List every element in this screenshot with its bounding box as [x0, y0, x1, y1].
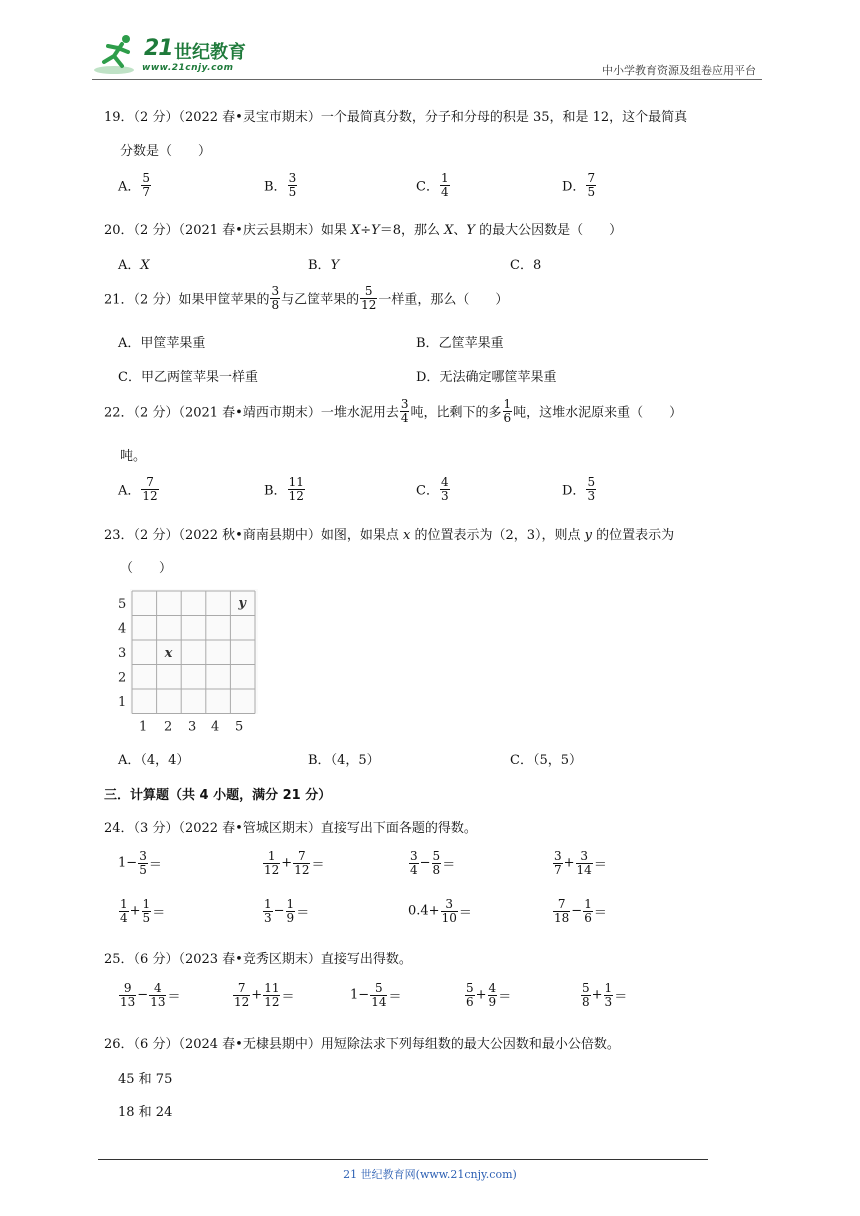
q22-option-d — [562, 476, 597, 502]
equals-sign: ＝ — [167, 989, 181, 1005]
minus-sign: − — [126, 855, 138, 871]
q24-expr-4 — [552, 850, 607, 876]
denominator: 4 — [410, 862, 418, 877]
q23-option-a — [118, 749, 189, 768]
row-label: 4 — [118, 621, 127, 637]
plus-sign: + — [281, 855, 293, 871]
fraction — [149, 982, 166, 1008]
fraction — [586, 476, 596, 502]
denominator: 12 — [234, 994, 250, 1009]
denominator: 14 — [576, 862, 592, 877]
q26-pair-1: 45 和 75 — [118, 1072, 173, 1087]
option-text: （5，5） — [532, 753, 582, 768]
var-y: Y — [466, 223, 476, 238]
fraction — [553, 850, 563, 876]
column-label: 5 — [235, 719, 244, 735]
fraction — [370, 982, 387, 1008]
fraction — [263, 850, 280, 876]
fraction — [441, 898, 458, 924]
fraction — [465, 982, 475, 1008]
option-letter: B． — [416, 336, 439, 351]
logo-21: 21 — [144, 36, 173, 61]
q22-stem-part: 吨，比剩下的多 — [410, 405, 502, 421]
denominator: 4 — [400, 410, 409, 425]
q22-stem-part: 吨，这堆水泥原来重（ ） — [513, 405, 683, 421]
q25-expr-4 — [464, 982, 511, 1008]
q21-stem-part: 21．（2 分）如果甲筐苹果的 — [104, 292, 270, 308]
row-label: 1 — [118, 695, 127, 710]
logo-title: 世纪教育 — [174, 42, 246, 63]
option-letter: D． — [562, 179, 586, 195]
row-label: 2 — [118, 670, 127, 686]
q24-expr-6 — [262, 898, 309, 924]
numerator: 3 — [288, 171, 297, 185]
q22-stem-line2: 吨。 — [120, 449, 147, 464]
option-text: Y — [330, 258, 340, 273]
number: 1 — [350, 987, 359, 1003]
q23-stem-part: 的位置表示为（2，3），则点 — [410, 528, 585, 543]
equals-sign: ＝ — [152, 905, 166, 921]
fraction — [360, 285, 377, 311]
q24-expr-7 — [408, 898, 472, 924]
denominator: 12 — [142, 488, 158, 503]
option-text: 乙筐苹果重 — [438, 336, 504, 351]
fraction — [141, 172, 151, 198]
denominator: 8 — [582, 994, 590, 1009]
option-text: （4，4） — [140, 753, 190, 768]
q22-stem-part: 22．（2 分）（2021 春•靖西市期末）一堆水泥用去 — [104, 405, 399, 421]
minus-sign: − — [137, 987, 149, 1003]
numerator: 1 — [286, 897, 295, 911]
numerator: 1 — [604, 981, 613, 995]
fraction — [119, 898, 129, 924]
denominator: 5 — [142, 910, 151, 925]
q22-option-b — [264, 476, 306, 502]
point-x-label: x — [164, 646, 173, 661]
denominator: 12 — [288, 488, 304, 503]
fraction — [286, 898, 296, 924]
column-label: 3 — [188, 719, 197, 735]
q19-option-d — [562, 172, 597, 198]
fraction — [293, 850, 310, 876]
numerator: 1 — [440, 171, 449, 185]
q23-stem-line2: （ ） — [120, 561, 173, 576]
numerator: 3 — [271, 284, 280, 298]
denominator: 9 — [488, 994, 497, 1009]
minus-sign: − — [358, 987, 370, 1003]
fraction — [440, 476, 450, 502]
q23-option-c — [510, 749, 582, 768]
denominator: 13 — [120, 994, 136, 1009]
denominator: 6 — [503, 410, 512, 425]
plus-sign: + — [591, 987, 603, 1003]
q24-stem: 24．（3 分）（2022 春•管城区期末）直接写出下面各题的得数。 — [104, 821, 477, 836]
option-text: X — [140, 258, 150, 273]
q19-option-b — [264, 172, 298, 198]
option-letter: D． — [562, 483, 586, 499]
numerator: 11 — [264, 981, 280, 995]
q23-stem-part: 23．（2 分）（2022 秋•商南县期中）如图，如果点 — [104, 528, 403, 543]
q26-stem: 26．（6 分）（2024 春•无棣县期中）用短除法求下列每组数的最大公因数和最小公倍数。 — [104, 1037, 620, 1052]
option-text: 8 — [532, 258, 542, 273]
equals-sign: ＝ — [281, 989, 295, 1005]
var-y: y — [584, 528, 592, 543]
q20-stem-part: 、 — [453, 223, 467, 238]
q19-stem-line1: 19．（2 分）（2022 春•灵宝市期末）一个最简真分数，分子和分母的积是 35，和是 12，这个最简真 — [104, 110, 688, 125]
fraction — [288, 172, 298, 198]
q21-stem — [104, 285, 508, 311]
denominator: 3 — [440, 488, 449, 503]
equals-sign: ＝ — [593, 905, 607, 921]
option-text: （4，5） — [330, 753, 380, 768]
fraction — [583, 898, 593, 924]
fraction — [141, 476, 158, 502]
fraction — [586, 172, 596, 198]
option-text: 甲筐苹果重 — [140, 336, 206, 351]
option-letter: C． — [416, 179, 439, 195]
numerator: 1 — [142, 897, 151, 911]
denominator: 3 — [264, 910, 272, 925]
option-letter: C． — [510, 258, 533, 273]
q21-option-b — [416, 332, 504, 351]
denominator: 8 — [271, 297, 280, 312]
fraction — [503, 398, 513, 424]
q23-stem-part: 的位置表示为 — [591, 528, 675, 543]
q24-expr-5 — [118, 898, 165, 924]
fraction — [432, 850, 442, 876]
equals-sign: ＝ — [296, 905, 310, 921]
numerator: 7 — [298, 849, 306, 863]
numerator: 3 — [580, 849, 588, 863]
denominator: 8 — [432, 862, 441, 877]
option-letter: C． — [416, 483, 439, 499]
logo-url: www.21cnjy.com — [142, 63, 234, 73]
fraction — [604, 982, 614, 1008]
fraction — [288, 476, 305, 502]
denominator: 5 — [139, 862, 147, 877]
q21-option-a — [118, 332, 205, 351]
denominator: 5 — [288, 184, 297, 199]
equals-sign: ＝ — [498, 989, 512, 1005]
q19-option-c — [416, 172, 451, 198]
fraction — [409, 850, 419, 876]
minus-sign: − — [571, 903, 583, 919]
column-label: 2 — [164, 719, 173, 735]
denominator: 4 — [120, 910, 128, 925]
numerator: 7 — [587, 171, 596, 185]
fraction — [553, 898, 570, 924]
option-letter: A． — [118, 258, 141, 273]
var-x: x — [402, 528, 411, 543]
equals-sign: ＝ — [148, 857, 162, 873]
var-x: X — [444, 223, 454, 238]
q25-stem: 25．（6 分）（2023 春•竞秀区期末）直接写出得数。 — [104, 952, 412, 967]
fraction — [440, 172, 450, 198]
numerator: 4 — [440, 475, 449, 489]
equals-sign: ＝ — [442, 857, 456, 873]
q20-option-c — [510, 254, 541, 273]
fraction — [263, 982, 280, 1008]
denominator: 7 — [142, 184, 151, 199]
numerator: 1 — [120, 897, 128, 911]
denominator: 12 — [264, 862, 280, 877]
option-letter: D． — [416, 370, 440, 385]
fraction — [270, 285, 280, 311]
q22-option-a — [118, 476, 160, 502]
plus-sign: + — [563, 855, 575, 871]
denominator: 10 — [441, 910, 457, 925]
fraction — [400, 398, 410, 424]
denominator: 7 — [554, 862, 562, 877]
option-text: 甲乙两筐苹果一样重 — [140, 370, 258, 385]
equals-sign: ＝ — [458, 905, 472, 921]
numerator: 5 — [432, 849, 441, 863]
denominator: 12 — [294, 862, 310, 877]
footer-divider — [98, 1159, 708, 1160]
fraction — [576, 850, 593, 876]
denominator: 14 — [371, 994, 387, 1009]
q24-expr-1 — [118, 850, 162, 876]
plus-sign: + — [129, 903, 141, 919]
q26-pair-2: 18 和 24 — [118, 1105, 173, 1120]
row-label: 3 — [118, 646, 127, 661]
coordinate-grid — [112, 588, 262, 736]
denominator: 12 — [361, 297, 377, 312]
plus-sign: + — [475, 987, 487, 1003]
site-logo — [92, 32, 272, 80]
fraction — [581, 982, 591, 1008]
option-text: 无法确定哪筐苹果重 — [439, 370, 557, 385]
numerator: 7 — [557, 897, 566, 911]
option-letter: B． — [308, 753, 331, 768]
q20-stem-part: 20．（2 分）（2021 春•庆云县期末）如果 — [104, 223, 351, 238]
column-label: 1 — [139, 719, 148, 735]
q21-option-d — [416, 366, 556, 385]
numerator: 7 — [237, 981, 246, 995]
fraction — [138, 850, 148, 876]
numerator: 5 — [587, 475, 596, 489]
section-title: 三．计算题（共 4 小题，满分 21 分） — [104, 788, 332, 803]
numerator: 3 — [410, 849, 418, 863]
denominator: 9 — [286, 910, 295, 925]
q25-expr-5 — [580, 982, 627, 1008]
numerator: 4 — [488, 981, 497, 995]
denominator: 18 — [554, 910, 570, 925]
numerator: 7 — [146, 475, 154, 489]
numerator: 5 — [142, 171, 151, 185]
numerator: 5 — [375, 981, 383, 995]
denominator: 6 — [584, 910, 592, 925]
numerator: 5 — [582, 981, 590, 995]
denominator: 3 — [587, 488, 596, 503]
fraction — [233, 982, 250, 1008]
numerator: 1 — [503, 397, 512, 411]
footer-text: 21 世纪教育网(www.21cnjy.com) — [343, 1168, 517, 1181]
q22-stem — [104, 398, 682, 424]
header-divider — [92, 79, 762, 80]
q20-stem-part: 的最大公因数是（ ） — [475, 223, 623, 238]
option-letter: B． — [264, 483, 287, 499]
q19-option-a — [118, 172, 152, 198]
option-letter: C． — [118, 370, 141, 385]
column-label: 4 — [211, 719, 220, 735]
numerator: 4 — [154, 981, 162, 995]
denominator: 4 — [440, 184, 449, 199]
q21-option-c — [118, 366, 258, 385]
option-letter: A． — [118, 336, 141, 351]
fraction — [488, 982, 498, 1008]
q20-option-b — [308, 254, 339, 273]
runner-icon — [92, 32, 142, 76]
numerator: 3 — [139, 849, 147, 863]
number: 0.4+ — [408, 903, 440, 919]
q24-expr-2 — [262, 850, 324, 876]
plus-sign: + — [251, 987, 263, 1003]
number: 1 — [118, 855, 127, 871]
numerator: 1 — [267, 849, 276, 863]
option-letter: C． — [510, 753, 533, 768]
equals-sign: ＝ — [593, 857, 607, 873]
denominator: 6 — [466, 994, 474, 1009]
point-y-label: y — [238, 596, 246, 611]
fraction — [142, 898, 152, 924]
numerator: 11 — [288, 475, 304, 489]
q22-option-c — [416, 476, 451, 502]
var-x: X — [350, 223, 361, 238]
q24-expr-3 — [408, 850, 455, 876]
var-y: Y — [371, 223, 380, 238]
numerator: 9 — [123, 981, 132, 995]
q21-stem-part: 一样重，那么（ ） — [378, 292, 509, 308]
q24-expr-8 — [552, 898, 607, 924]
fraction — [263, 898, 273, 924]
option-letter: A． — [118, 753, 141, 768]
minus-sign: − — [273, 903, 285, 919]
q25-expr-2 — [232, 982, 294, 1008]
option-letter: A． — [118, 483, 141, 499]
q20-stem-part: ＝8，那么 — [379, 223, 445, 238]
q20-option-a — [118, 254, 150, 273]
div-sign: ÷ — [360, 223, 372, 238]
row-label: 5 — [118, 597, 127, 612]
platform-tag: 中小学教育资源及组卷应用平台 — [602, 64, 756, 77]
q21-stem-part: 与乙筐苹果的 — [281, 292, 360, 308]
denominator: 12 — [264, 994, 280, 1009]
numerator: 5 — [364, 284, 373, 298]
denominator: 5 — [587, 184, 596, 199]
numerator: 5 — [466, 981, 474, 995]
q23-stem — [104, 524, 674, 543]
minus-sign: − — [419, 855, 431, 871]
q25-expr-3 — [350, 982, 401, 1008]
option-letter: A． — [118, 179, 141, 195]
q19-stem-line2: 分数是（ ） — [120, 144, 212, 159]
q20-stem — [104, 219, 622, 238]
equals-sign: ＝ — [388, 989, 402, 1005]
numerator: 3 — [400, 397, 409, 411]
option-letter: B． — [308, 258, 331, 273]
fraction — [119, 982, 136, 1008]
numerator: 3 — [554, 849, 562, 863]
equals-sign: ＝ — [614, 989, 628, 1005]
option-letter: B． — [264, 179, 287, 195]
equals-sign: ＝ — [311, 857, 325, 873]
denominator: 13 — [150, 994, 166, 1009]
numerator: 1 — [584, 897, 592, 911]
numerator: 3 — [445, 897, 454, 911]
q23-option-b — [308, 749, 380, 768]
q25-expr-1 — [118, 982, 180, 1008]
denominator: 3 — [604, 994, 613, 1009]
numerator: 1 — [264, 897, 272, 911]
